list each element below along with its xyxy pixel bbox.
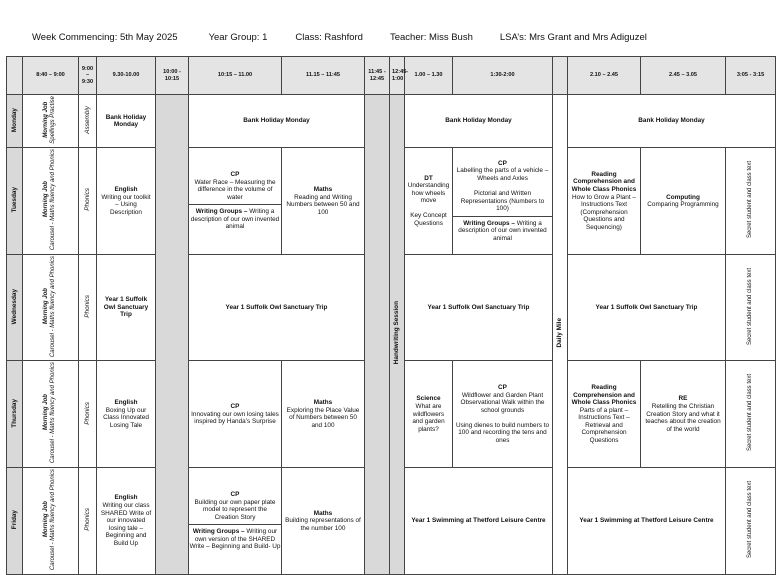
secret-text-cell: Secret student and class text xyxy=(726,468,776,575)
time-slot: 12:45-1:00 xyxy=(390,57,405,95)
lesson-cell: CP Building our own paper plate model to represent the Creation Story Writing Groups – Writing our own version of the SHARED Write – Beginning and Build- Up xyxy=(189,468,282,575)
lesson-cell: Science What are wildflowers and garden plants? xyxy=(405,361,453,468)
early-session: Phonics xyxy=(79,254,97,361)
time-slot: 1.00 – 1.30 xyxy=(405,57,453,95)
lesson-cell: Maths Building representations of the number 100 xyxy=(282,468,365,575)
morning-job: Morning Job Carousel - Maths fluency and Phonics xyxy=(23,361,79,468)
time-header-row xyxy=(7,57,776,95)
timetable-header xyxy=(32,32,647,43)
time-slot: 9:00 – 9:30 xyxy=(79,57,97,95)
secret-text-cell: Secret student and class text xyxy=(726,361,776,468)
secret-text-cell: Secret student and class text xyxy=(726,254,776,361)
lesson-cell: Year 1 Swimming at Thetford Leisure Centre xyxy=(405,468,553,575)
time-slot: 9.30-10.00 xyxy=(97,57,156,95)
handwriting-column: Handwriting Session xyxy=(390,95,405,575)
year-group: Year Group: 1 xyxy=(208,32,268,43)
day-label-tuesday: Tuesday xyxy=(7,148,23,255)
time-slot: 1:30-2:00 xyxy=(453,57,553,95)
daily-mile-column: Daily Mile xyxy=(553,95,568,575)
time-slot: 2.10 – 2.45 xyxy=(568,57,641,95)
lesson-cell: DT Understanding how wheels move Key Concept Questions xyxy=(405,148,453,255)
lesson-cell: Year 1 Swimming at Thetford Leisure Centre xyxy=(568,468,726,575)
lesson-cell: Year 1 Suffolk Owl Sanctuary Trip xyxy=(405,254,553,361)
early-session: Phonics xyxy=(79,361,97,468)
day-label-friday: Friday xyxy=(7,468,23,575)
day-row-monday xyxy=(7,95,776,148)
time-slot: 10:00 - 10:15 xyxy=(156,57,189,95)
lsa-names: LSA’s: Mrs Grant and Mrs Adiguzel xyxy=(499,32,647,43)
lesson-cell: Maths Reading and Writing Numbers between 50 and 100 xyxy=(282,148,365,255)
day-label-monday: Monday xyxy=(7,95,23,148)
time-slot: 8:40 – 9:00 xyxy=(23,57,79,95)
weekly-timetable xyxy=(6,56,776,575)
morning-job: Morning Job Carousel - Maths fluency and Phonics xyxy=(23,148,79,255)
morning-job: Morning Job Carousel - Maths fluency and Phonics xyxy=(23,468,79,575)
lesson-cell: Year 1 Suffolk Owl Sanctuary Trip xyxy=(189,254,365,361)
day-label-wednesday: Wednesday xyxy=(7,254,23,361)
teacher-name: Teacher: Miss Bush xyxy=(389,32,473,43)
morning-job: Morning Job Carousel - Maths fluency and Phonics xyxy=(23,254,79,361)
early-session: Assembly xyxy=(79,95,97,148)
day-label-thursday: Thursday xyxy=(7,361,23,468)
lesson-cell: Bank Holiday Monday xyxy=(97,95,156,148)
secret-text-cell: Secret student and class text xyxy=(726,148,776,255)
lesson-cell: Maths Exploring the Place Value of Numbers between 50 and 100 xyxy=(282,361,365,468)
week-commencing: Week Commencing: 5th May 2025 xyxy=(32,32,178,43)
lesson-cell: English Writing our class SHARED Write of our innovated losing tale – Beginning and Build Up xyxy=(97,468,156,575)
time-slot: 10:15 – 11.00 xyxy=(189,57,282,95)
time-slot: 11.15 – 11:45 xyxy=(282,57,365,95)
lesson-cell: CP Labelling the parts of a vehicle – Wheels and Axles Pictorial and Written Representations (Numbers to 100) Writing Groups – Writing a description of our own invented animal xyxy=(453,148,553,255)
lesson-cell: English Writing our toolkit – Using Description xyxy=(97,148,156,255)
lesson-cell: Reading Comprehension and Whole Class Phonics Parts of a plant – Instructions Text – Retrieval and Comprehension Questions xyxy=(568,361,641,468)
early-session: Phonics xyxy=(79,148,97,255)
time-slot: 11:45 - 12:45 xyxy=(365,57,390,95)
lesson-cell: Bank Holiday Monday xyxy=(405,95,553,148)
lesson-cell: Computing Comparing Programming xyxy=(641,148,726,255)
early-session: Phonics xyxy=(79,468,97,575)
lesson-cell: CP Water Race – Measuring the difference in the volume of water Writing Groups – Writing a description of our own invented animal xyxy=(189,148,282,255)
lesson-cell: CP Innovating our own losing tales inspired by Handa’s Surprise xyxy=(189,361,282,468)
lesson-cell: Reading Comprehension and Whole Class Phonics How to Grow a Plant – Instructions Text (Comprehension Questions and Sequencing) xyxy=(568,148,641,255)
lunch-column xyxy=(365,95,390,575)
time-slot: 2.45 – 3.05 xyxy=(641,57,726,95)
break-column xyxy=(156,95,189,575)
lesson-cell: Year 1 Suffolk Owl Sanctuary Trip xyxy=(97,254,156,361)
lesson-cell: CP Wildflower and Garden Plant Observational Walk within the school grounds Using dienes to build numbers to 100 and recording the tens and ones xyxy=(453,361,553,468)
morning-job: Morning Job Spellings Practise xyxy=(23,95,79,148)
class-name: Class: Rashford xyxy=(295,32,363,43)
lesson-cell: Bank Holiday Monday xyxy=(189,95,365,148)
break-slot xyxy=(553,57,568,95)
lesson-cell: English Boxing Up our Class Innovated Losing Tale xyxy=(97,361,156,468)
lesson-cell: RE Retelling the Christian Creation Story and what it teaches about the creation of the world xyxy=(641,361,726,468)
lesson-cell: Year 1 Suffolk Owl Sanctuary Trip xyxy=(568,254,726,361)
time-slot: 3:05 - 3:15 xyxy=(726,57,776,95)
lesson-cell: Bank Holiday Monday xyxy=(568,95,776,148)
corner-cell xyxy=(7,57,23,95)
